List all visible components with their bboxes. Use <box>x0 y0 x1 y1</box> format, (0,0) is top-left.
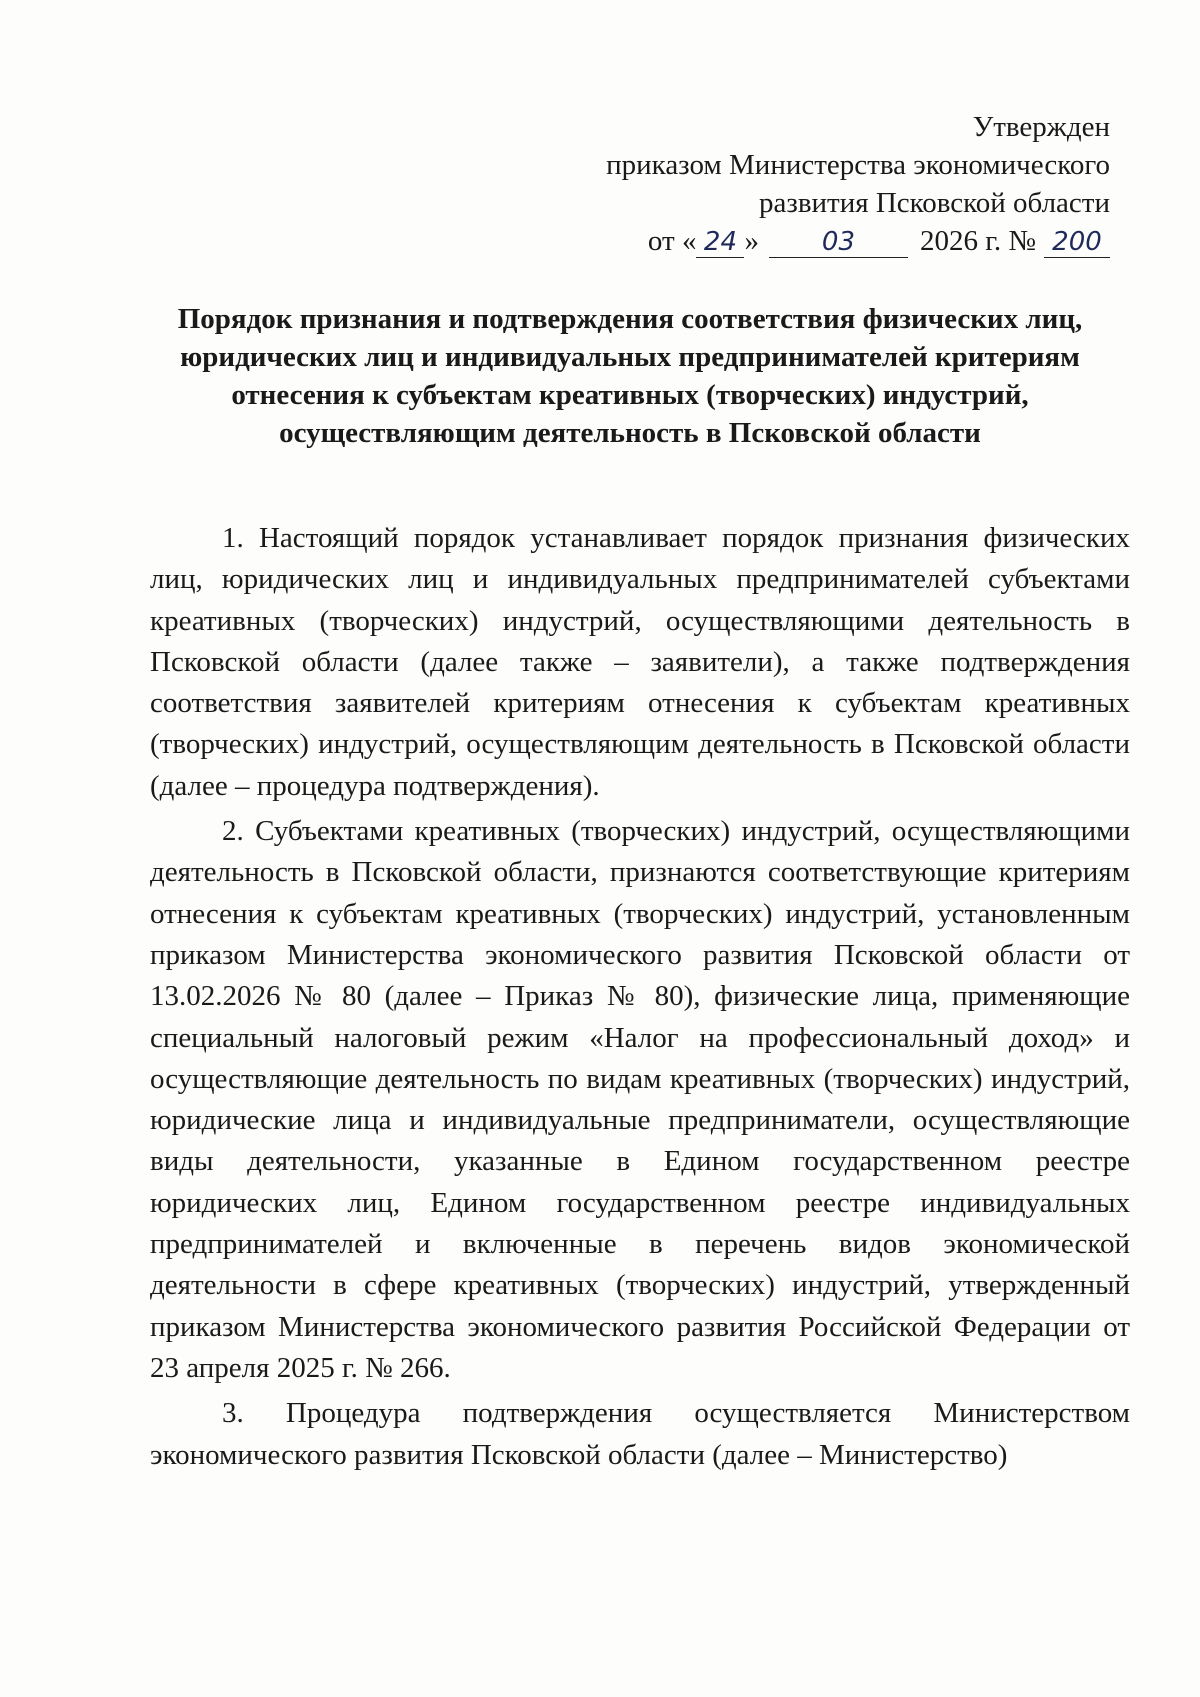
title-line-4: осуществляющим деятельность в Псковской области <box>279 417 981 449</box>
approval-date-line <box>550 222 1110 260</box>
title-line-3: отнесения к субъектам креативных (творческих) индустрий, <box>231 379 1029 411</box>
approval-line-3: развития Псковской области <box>759 187 1110 219</box>
date-month-handwritten: 03 <box>769 227 908 258</box>
order-number-handwritten: 200 <box>1044 227 1110 258</box>
paragraph-1: 1. Настоящий порядок устанавливает порядок признания физических лиц, юридических лиц и индивидуальных предпринимателей субъектами креативных (творческих) индустрий, осуществляющими деятельность в Псковской области (далее также – заявители), а также подтверждения соответствия заявителей критериям отнесения к субъектам креативных (творческих) индустрий, осуществляющим деятельность в Псковской области (далее – процедура подтверждения). <box>150 522 1130 802</box>
date-year: 2026 г. № <box>919 225 1036 257</box>
document-title <box>140 300 1120 452</box>
date-mid: » <box>744 225 759 257</box>
date-prefix: от « <box>647 225 697 257</box>
title-line-2: юридических лиц и индивидуальных предпринимателей критериям <box>180 341 1080 373</box>
approval-block <box>550 108 1110 260</box>
document-body <box>150 518 1130 1480</box>
paragraph-3: 3. Процедура подтверждения осуществляется Министерством экономического развития Псковской области (далее – Министерство) <box>150 1397 1130 1471</box>
paragraph-2: 2. Субъектами креативных (творческих) индустрий, осуществляющими деятельность в Псковской области, признаются соответствующие критериям отнесения к субъектам креативных (творческих) индустрий, установленным приказом Министерства экономического развития Псковской области от 13.02.2026 № 80 (далее – Приказ № 80), физические лица, применяющие специальный налоговый режим «Налог на профессиональный доход» и осуществляющие деятельность по видам креативных (творческих) индустрий, юридические лица и индивидуальные предприниматели, осуществляющие виды деятельности, указанные в Едином государственном реестре юридических лиц, Едином государственном реестре индивидуальных предпринимателей и включенные в перечень видов экономической деятельности в сфере креативных (творческих) индустрий, утвержденный приказом Министерства экономического развития Российской Федерации от 23 апреля 2025 г. № 266. <box>150 815 1130 1384</box>
approval-line-2: приказом Министерства экономического <box>606 149 1110 181</box>
date-day-handwritten: 24 <box>696 227 744 258</box>
approval-line-1: Утвержден <box>972 111 1110 143</box>
title-line-1: Порядок признания и подтверждения соответствия физических лиц, <box>177 303 1083 335</box>
